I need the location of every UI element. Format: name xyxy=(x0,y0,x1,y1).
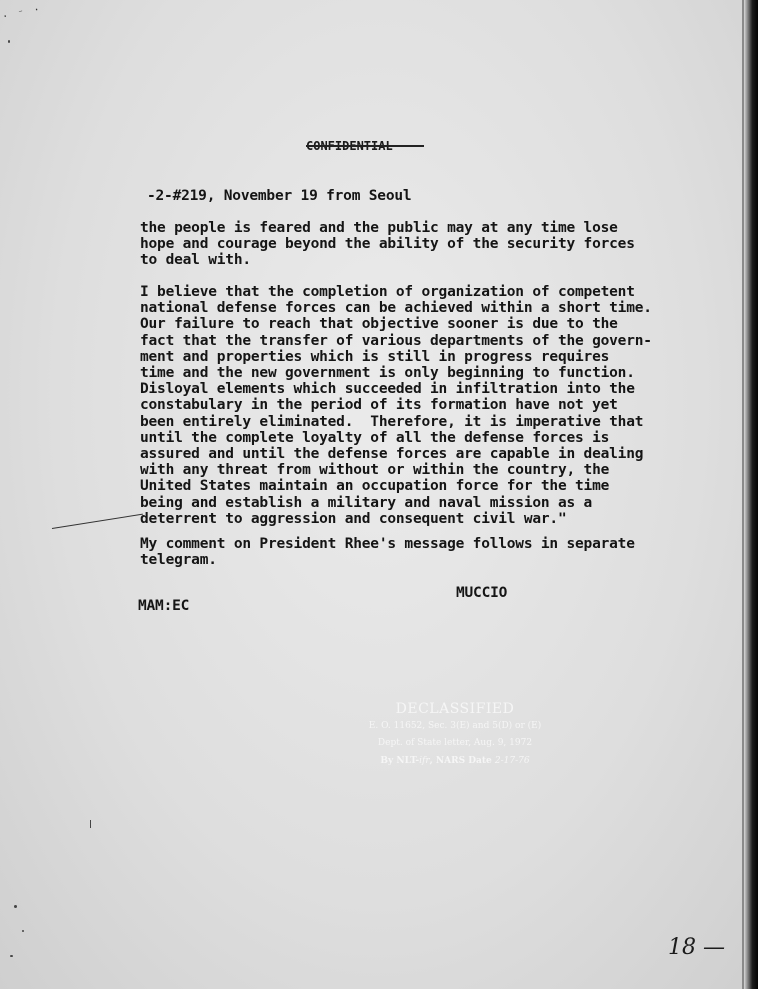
signer-name: MUCCIO xyxy=(456,585,508,601)
stamp-by-name: NLT- xyxy=(396,756,420,766)
stamp-by-handwritten: ifr xyxy=(419,756,430,766)
stamp-date-handwritten: 2-17-76 xyxy=(494,756,530,766)
telegram-header: -2-#219, November 19 from Seoul xyxy=(147,188,412,204)
page-edge xyxy=(744,0,758,989)
paper-speck xyxy=(10,955,13,957)
stamp-nars: NARS Date xyxy=(435,756,492,766)
drafter-initials: MAM:EC xyxy=(138,598,190,614)
handwritten-page-number: 18 — xyxy=(668,935,725,960)
paragraph-2: I believe that the completion of organization of competent national defense forces can be achieved within a short time. Our failure to reach that objective sooner is due to the fact that the transfer of various departments of the govern- ment and properties which is still in progress requires time and the new government is only beginning to function. Disloyal elements which succeeded in infiltration into the constabulary in the period of its formation have not yet been entirely eliminated. Therefore, it is imperative that until the complete loyalty of all the defense forces is assured and until the defense forces are capable in dealing with any threat from without or within the country, the United States maintain an occupation force for the time being and establish a military and naval mission as a deterrent to aggression and consequent civil war." xyxy=(140,284,652,527)
paper-speck xyxy=(22,930,24,932)
margin-pencil-line xyxy=(52,514,143,529)
stamp-title: DECLASSIFIED xyxy=(395,701,515,717)
paper-speck xyxy=(14,905,17,908)
page-number-text: 18 xyxy=(668,935,696,960)
stamp-by-prefix: By xyxy=(380,756,394,766)
classification-heading xyxy=(306,139,426,153)
classification-strikethrough xyxy=(306,145,424,147)
paragraph-3: My comment on President Rhee's message follows in separate telegram. xyxy=(140,536,635,569)
stamp-letter: Dept. of State letter, Aug. 9, 1972 xyxy=(377,738,533,748)
stamp-authority: E. O. 11652, Sec. 3(E) and 5(D) or (E) xyxy=(368,721,542,731)
corner-marks: · ⁻ · xyxy=(1,3,43,24)
paper-speck xyxy=(90,820,91,828)
paper-speck xyxy=(8,40,10,43)
stamp-signoff: By NLT-ifr, NARS Date 2-17-76 xyxy=(380,756,530,766)
paragraph-1: the people is feared and the public may at any time lose hope and courage beyond the ability of the security forces to deal with. xyxy=(140,220,635,269)
declassified-stamp xyxy=(345,700,565,770)
